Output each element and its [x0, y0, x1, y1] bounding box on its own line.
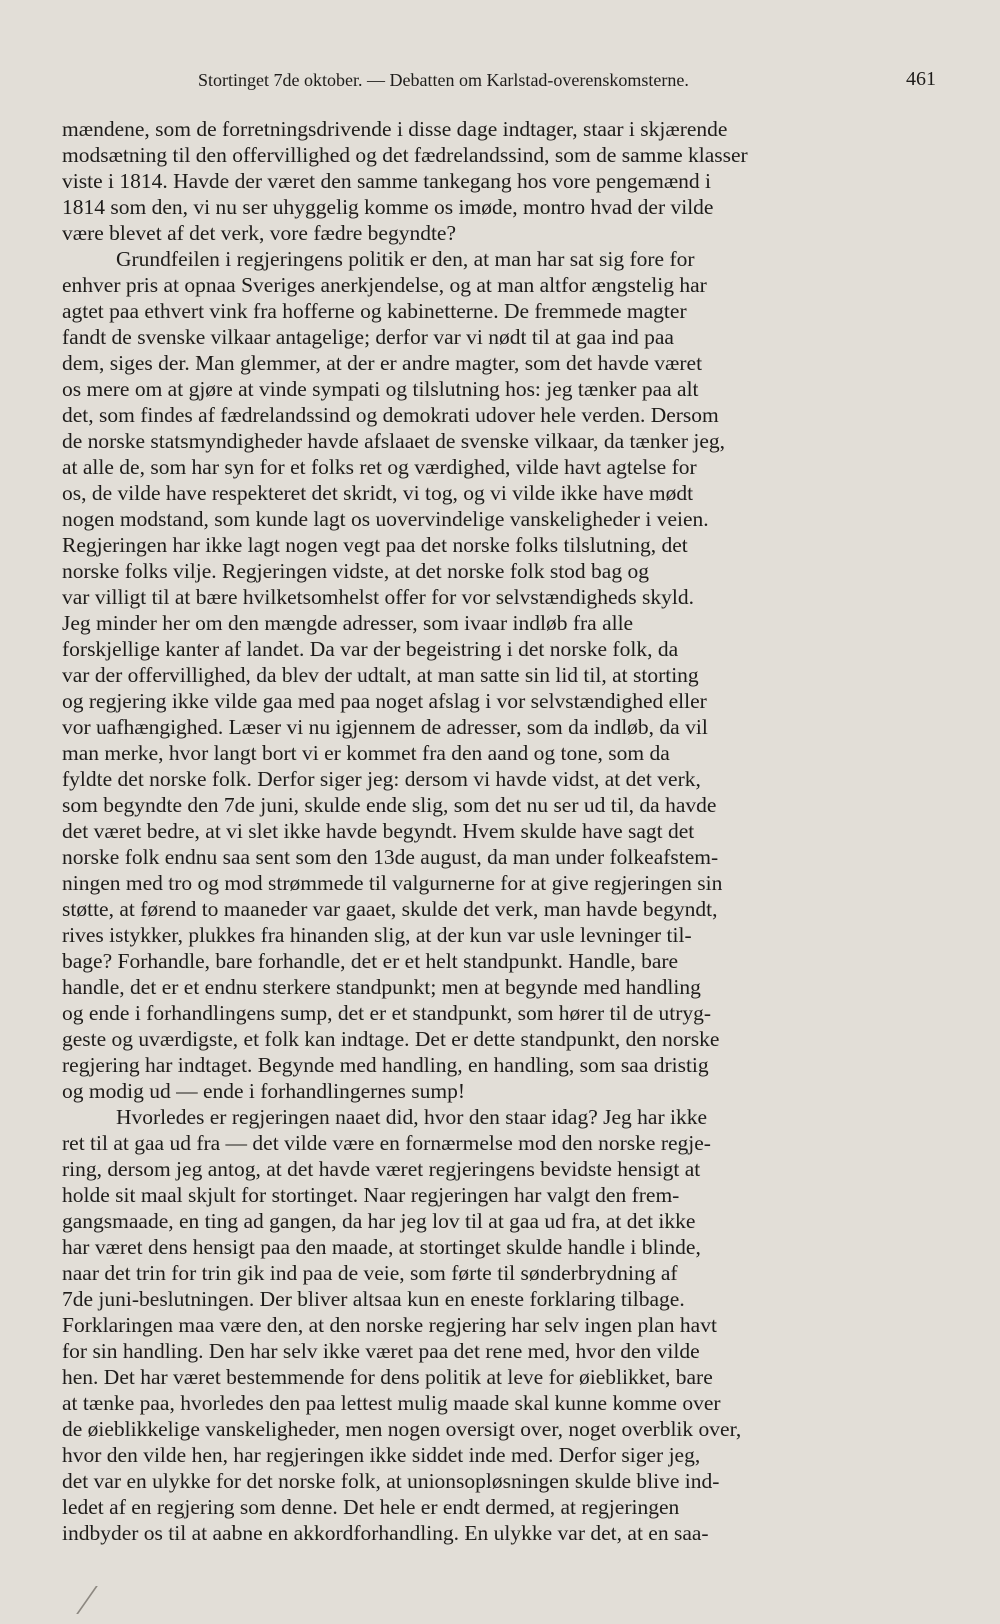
- paragraph-start-line: Grundfeilen i regjeringens politik er den, at man har sat sig fore for: [116, 247, 695, 271]
- body-text: [62, 116, 940, 1546]
- paragraph-start-line: Hvorledes er regjeringen naaet did, hvor den staar idag? Jeg har ikke: [116, 1105, 708, 1129]
- text-line: ningen med tro og mod strømmede til valgurnerne for at give regjeringen sin: [62, 871, 723, 895]
- text-line: holde sit maal skjult for stortinget. Naar regjeringen har valgt den frem-: [62, 1183, 680, 1207]
- text-line: og modig ud — ende i forhandlingernes sump!: [62, 1079, 466, 1103]
- text-line: var villigt til at bære hvilketsomhelst offer for vor selvstændigheds skyld.: [62, 585, 694, 609]
- text-line: modsætning til den offervillighed og det fædrelandssind, som de samme klasser: [62, 143, 748, 167]
- text-line: det, som findes af fædrelandssind og demokrati udover hele verden. Dersom: [62, 403, 719, 427]
- text-line: os, de vilde have respekteret det skridt, vi tog, og vi vilde ikke have mødt: [62, 481, 694, 505]
- text-line: hen. Det har været bestemmende for dens politik at leve for øieblikket, bare: [62, 1365, 713, 1389]
- text-line: vor uafhængighed. Læser vi nu igjennem de adresser, som da indløb, da vil: [62, 715, 708, 739]
- text-line: for sin handling. Den har selv ikke været paa det rene med, hvor den vilde: [62, 1339, 700, 1363]
- text-line: hvor den vilde hen, har regjeringen ikke siddet inde med. Derfor siger jeg,: [62, 1443, 701, 1467]
- text-line: være blevet af det verk, vore fædre begyndte?: [62, 221, 457, 245]
- text-line: gangsmaade, en ting ad gangen, da har jeg lov til at gaa ud fra, at det ikke: [62, 1209, 696, 1233]
- text-line: rives istykker, plukkes fra hinanden slig, at der kun var usle levninger til-: [62, 923, 692, 947]
- running-title: Stortinget 7de oktober. — Debatten om Karlstad-overenskomsterne.: [198, 70, 689, 90]
- page-number: 461: [906, 68, 936, 90]
- text-line: Forklaringen maa være den, at den norske regjering har selv ingen plan havt: [62, 1313, 717, 1337]
- text-line: de øieblikkelige vanskeligheder, men nogen oversigt over, noget overblik over,: [62, 1417, 742, 1441]
- text-line: 1814 som den, vi nu ser uhyggelig komme os imøde, montro hvad der vilde: [62, 195, 714, 219]
- text-line: geste og uværdigste, et folk kan indtage. Det er dette standpunkt, den norske: [62, 1027, 720, 1051]
- page-header: [198, 66, 936, 96]
- text-line: som begyndte den 7de juni, skulde ende slig, som det nu ser ud til, da havde: [62, 793, 717, 817]
- text-line: fandt de svenske vilkaar antagelige; derfor var vi nødt til at gaa ind paa: [62, 325, 674, 349]
- text-line: og ende i forhandlingens sump, det er et standpunkt, som hører til de utryg-: [62, 1001, 712, 1025]
- text-line: dem, siges der. Man glemmer, at der er andre magter, som det havde været: [62, 351, 703, 375]
- text-line: enhver pris at opnaa Sveriges anerkjendelse, og at man altfor ængstelig har: [62, 273, 707, 297]
- text-line: ledet af en regjering som denne. Det hele er endt dermed, at regjeringen: [62, 1495, 680, 1519]
- text-line: støtte, at førend to maaneder var gaaet, skulde det verk, man havde begyndt,: [62, 897, 718, 921]
- text-line: norske folks vilje. Regjeringen vidste, at det norske folk stod bag og: [62, 559, 649, 583]
- text-line: at tænke paa, hvorledes den paa lettest mulig maade skal kunne komme over: [62, 1391, 721, 1415]
- text-line: var der offervillighed, da blev der udtalt, at man satte sin lid til, at storting: [62, 663, 699, 687]
- text-line: det været bedre, at vi slet ikke havde begyndt. Hvem skulde have sagt det: [62, 819, 695, 843]
- text-line: bage? Forhandle, bare forhandle, det er et helt standpunkt. Handle, bare: [62, 949, 679, 973]
- text-line: det var en ulykke for det norske folk, at unionsopløsningen skulde blive ind-: [62, 1469, 720, 1493]
- text-line: fyldte det norske folk. Derfor siger jeg: dersom vi havde vidst, at det verk,: [62, 767, 701, 791]
- pencil-mark: [76, 1586, 120, 1614]
- text-line: Jeg minder her om den mængde adresser, som ivaar indløb fra alle: [62, 611, 634, 635]
- text-line: norske folk endnu saa sent som den 13de august, da man under folkeafstem-: [62, 845, 719, 869]
- text-line: agtet paa ethvert vink fra hofferne og kabinetterne. De fremmede magter: [62, 299, 687, 323]
- text-line: de norske statsmyndigheder havde afslaaet de svenske vilkaar, da tænker jeg,: [62, 429, 726, 453]
- text-line: viste i 1814. Havde der været den samme tankegang hos vore pengemænd i: [62, 169, 712, 193]
- text-line: at alle de, som har syn for et folks ret og værdighed, vilde havt agtelse for: [62, 455, 697, 479]
- text-line: Regjeringen har ikke lagt nogen vegt paa det norske folks tilslutning, det: [62, 533, 688, 557]
- text-line: man merke, hvor langt bort vi er kommet fra den aand og tone, som da: [62, 741, 670, 765]
- text-line: har været dens hensigt paa den maade, at stortinget skulde handle i blinde,: [62, 1235, 701, 1259]
- text-line: forskjellige kanter af landet. Da var der begeistring i det norske folk, da: [62, 637, 679, 661]
- text-line: nogen modstand, som kunde lagt os uovervindelige vanskeligheder i veien.: [62, 507, 709, 531]
- text-line: ret til at gaa ud fra — det vilde være en fornærmelse mod den norske regje-: [62, 1131, 711, 1155]
- text-line: og regjering ikke vilde gaa med paa noget afslag i vor selvstændighed eller: [62, 689, 707, 713]
- text-line: os mere om at gjøre at vinde sympati og tilslutning hos: jeg tænker paa alt: [62, 377, 699, 401]
- text-line: indbyder os til at aabne en akkordforhandling. En ulykke var det, at en saa-: [62, 1521, 709, 1545]
- text-line: mændene, som de forretningsdrivende i disse dage indtager, staar i skjærende: [62, 117, 728, 141]
- text-line: naar det trin for trin gik ind paa de veie, som førte til sønderbrydning af: [62, 1261, 678, 1285]
- text-line: handle, det er et endnu sterkere standpunkt; men at begynde med handling: [62, 975, 701, 999]
- text-line: 7de juni-beslutningen. Der bliver altsaa kun en eneste forklaring tilbage.: [62, 1287, 685, 1311]
- text-line: ring, dersom jeg antog, at det havde været regjeringens bevidste hensigt at: [62, 1157, 701, 1181]
- text-line: regjering har indtaget. Begynde med handling, en handling, som saa dristig: [62, 1053, 709, 1077]
